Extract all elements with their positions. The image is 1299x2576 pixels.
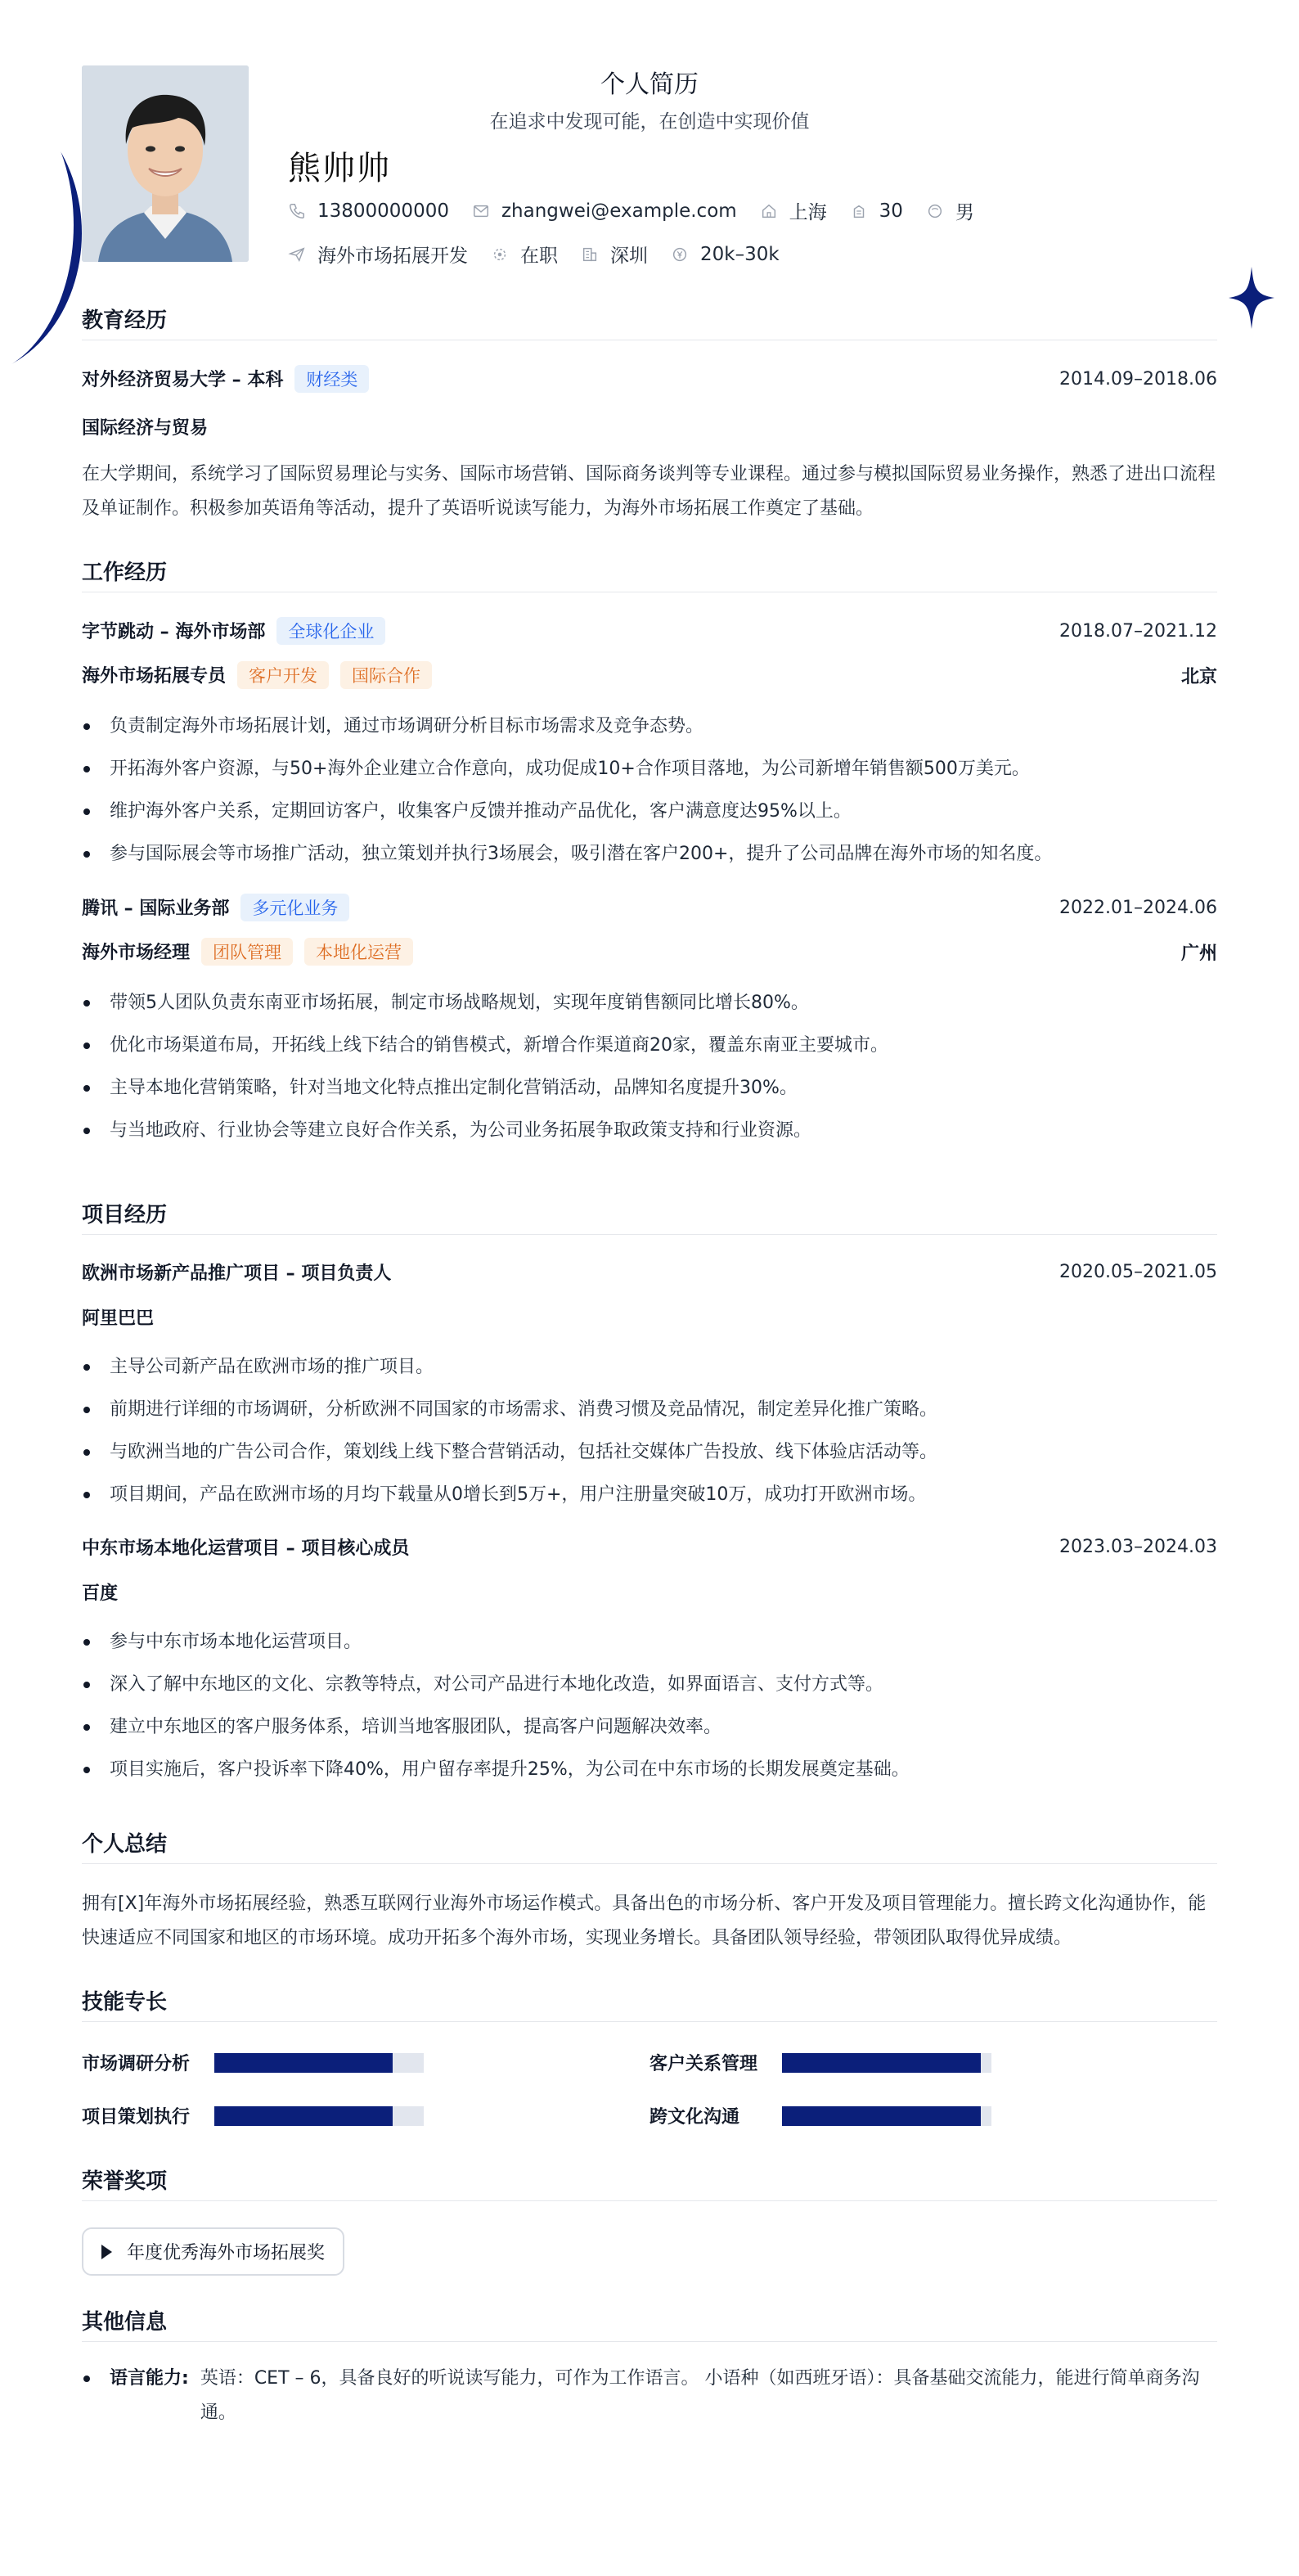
company-line — [82, 617, 385, 645]
phone-item — [288, 200, 449, 222]
email-text: zhangwei@example.com — [501, 200, 737, 222]
work-period: 2022.01–2024.06 — [1059, 897, 1217, 918]
other-title: 其他信息 — [82, 2305, 1217, 2342]
status-icon — [491, 245, 509, 263]
company-tag: 多元化业务 — [240, 894, 349, 921]
work-entry — [82, 617, 1217, 876]
work-entry — [82, 894, 1217, 1152]
company-name: 腾讯 – 国际业务部 — [82, 898, 230, 919]
education-period: 2014.09–2018.06 — [1059, 368, 1217, 390]
projects-section — [82, 1198, 1217, 1791]
project-title: 中东市场本地化运营项目 – 项目核心成员 — [82, 1538, 410, 1559]
age-text: 30 — [879, 200, 903, 222]
salary-text: 20k–30k — [700, 243, 780, 265]
other-list — [82, 2362, 1217, 2430]
project-bullets — [82, 1346, 1217, 1516]
skills-title: 技能专长 — [82, 1985, 1217, 2022]
award-name: 年度优秀海外市场拓展奖 — [127, 2243, 326, 2263]
list-item: 与欧洲当地的广告公司合作，策划线上线下整合营销活动，包括社交媒体广告投放、线下体验店活动等。 — [82, 1431, 1217, 1474]
skill-bar-fill — [214, 2053, 393, 2073]
work-location: 北京 — [1180, 666, 1217, 687]
list-item: 建立中东地区的客户服务体系，培训当地客服团队，提高客户问题解决效率。 — [82, 1706, 1217, 1749]
company-name: 字节跳动 – 海外市场部 — [82, 622, 266, 642]
list-item: 开拓海外客户资源，与50+海外企业建立合作意向，成功促成10+合作项目落地，为公司新增年销售额500万美元。 — [82, 748, 1217, 790]
list-item: 参与国际展会等市场推广活动，独立策划并执行3场展会，吸引潜在客户200+，提升了公司品牌在海外市场的知名度。 — [82, 833, 1217, 876]
skill-bar — [214, 2053, 424, 2073]
skill-name: 项目策划执行 — [82, 2107, 191, 2128]
list-item: 优化市场渠道布局，开拓线上线下结合的销售模式，新增合作渠道商20家，覆盖东南亚主要城市。 — [82, 1025, 1217, 1067]
list-item: 维护海外客户关系，定期回访客户，收集客户反馈并推动产品优化，客户满意度达95%以上。 — [82, 790, 1217, 833]
company-tag: 全球化企业 — [276, 617, 385, 645]
salary-icon — [671, 245, 689, 263]
role-group — [82, 661, 432, 689]
resume-title: 个人简历 — [600, 70, 699, 99]
education-description: 在大学期间，系统学习了国际贸易理论与实务、国际市场营销、国际商务谈判等专业课程。通过参与模拟国际贸易业务操作，熟悉了进出口流程及单证制作。积极参加英语角等活动，提升了英语听说读写能力，为海外市场拓展工作奠定了基础。 — [82, 464, 1216, 519]
city-item — [760, 197, 827, 224]
role-group — [82, 938, 413, 966]
status-text: 在职 — [520, 245, 558, 267]
awards-title: 荣誉奖项 — [82, 2164, 1217, 2201]
project-period: 2020.05–2021.05 — [1059, 1262, 1217, 1282]
project-entry-header — [82, 1534, 1217, 1560]
skill-name: 客户关系管理 — [650, 2054, 758, 2074]
role-tag: 国际合作 — [340, 661, 432, 689]
list-item: 主导公司新产品在欧洲市场的推广项目。 — [82, 1346, 1217, 1389]
role-tag: 本地化运营 — [304, 938, 413, 966]
email-icon — [472, 202, 490, 220]
school-tag: 财经类 — [294, 365, 369, 393]
skill-item — [650, 2103, 1217, 2128]
role-name: 海外市场经理 — [82, 943, 191, 963]
summary-section — [82, 1827, 1217, 1956]
contact-row — [288, 197, 997, 224]
status-item — [491, 241, 558, 268]
email-item — [472, 200, 737, 222]
list-item: 主导本地化营销策略，针对当地文化特点推出定制化营销活动，品牌知名度提升30%。 — [82, 1067, 1217, 1110]
awards-section — [82, 2164, 1217, 2276]
summary-text: 拥有[X]年海外市场拓展经验，熟悉互联网行业海外市场运作模式。具备出色的市场分析、客户开发及项目管理能力。擅长跨文化沟通协作，能快速适应不同国家和地区的市场环境。成功开拓多个海外市场，实现业务增长。具备团队领导经验，带领团队取得优异成绩。 — [82, 1894, 1207, 1948]
home-icon — [760, 202, 778, 220]
education-section — [82, 304, 1217, 526]
target-role-text: 海外市场拓展开发 — [317, 245, 468, 267]
role-line — [82, 661, 1217, 689]
skill-bar-fill — [214, 2106, 393, 2126]
list-item: 参与中东市场本地化运营项目。 — [82, 1621, 1217, 1664]
skill-item — [650, 2050, 1217, 2075]
role-tag: 客户开发 — [237, 661, 329, 689]
project-entry-header — [82, 1259, 1217, 1285]
target-city-text: 深圳 — [610, 245, 648, 267]
send-icon — [288, 245, 306, 263]
skill-bar-fill — [782, 2053, 981, 2073]
education-entry-header — [82, 365, 1217, 393]
gender-item — [926, 197, 974, 224]
age-item — [850, 200, 903, 222]
project-entry — [82, 1534, 1217, 1791]
project-company: 阿里巴巴 — [82, 1308, 155, 1329]
phone-text: 13800000000 — [317, 200, 449, 222]
major-name: 国际经济与贸易 — [82, 418, 209, 439]
school-line — [82, 365, 369, 393]
salary-item — [671, 244, 780, 265]
resume-header — [82, 64, 1217, 267]
other-label: 语言能力: — [110, 2368, 189, 2389]
decor-arc-left-mask — [0, 74, 74, 376]
candidate-name: 熊帅帅 — [288, 150, 391, 187]
education-title: 教育经历 — [82, 304, 1217, 340]
job-intent-row — [288, 241, 802, 268]
list-item — [82, 2362, 1217, 2430]
other-text: 英语：CET – 6，具备良好的听说读写能力，可作为工作语言。 小语种（如西班牙语）：具备基础交流能力，能进行简单商务沟通。 — [200, 2368, 1200, 2423]
skill-name: 跨文化沟通 — [650, 2107, 740, 2128]
award-item[interactable] — [82, 2227, 344, 2276]
list-item: 前期进行详细的市场调研，分析欧洲不同国家的市场需求、消费习惯及竞品情况，制定差异化推广策略。 — [82, 1389, 1217, 1431]
list-item: 负责制定海外市场拓展计划，通过市场调研分析目标市场需求及竞争态势。 — [82, 705, 1217, 748]
work-title: 工作经历 — [82, 556, 1217, 592]
list-item: 深入了解中东地区的文化、宗教等特点，对公司产品进行本地化改造，如界面语言、支付方式等。 — [82, 1664, 1217, 1706]
list-item: 项目实施后，客户投诉率下降40%，用户留存率提升25%，为公司在中东市场的长期发展奠定基础。 — [82, 1749, 1217, 1791]
skill-item — [82, 2103, 650, 2128]
work-section — [82, 556, 1217, 1152]
role-tag: 团队管理 — [201, 938, 293, 966]
skills-grid — [82, 2050, 1217, 2128]
skill-name: 市场调研分析 — [82, 2054, 191, 2074]
target-role-item — [288, 241, 468, 268]
play-arrow-icon — [101, 2245, 112, 2259]
role-name: 海外市场拓展专员 — [82, 666, 227, 687]
gender-text: 男 — [955, 202, 974, 223]
role-line — [82, 938, 1217, 966]
projects-title: 项目经历 — [82, 1198, 1217, 1235]
project-title: 欧洲市场新产品推广项目 – 项目负责人 — [82, 1263, 392, 1284]
work-entry-header — [82, 894, 1217, 921]
sparkle-star-icon — [1229, 267, 1274, 329]
resume-motto: 在追求中发现可能，在创造中实现价值 — [489, 111, 810, 133]
work-bullets — [82, 705, 1217, 876]
project-bullets — [82, 1621, 1217, 1791]
list-item: 带领5人团队负责东南亚市场拓展，制定市场战略规划，实现年度销售额同比增长80%。 — [82, 982, 1217, 1025]
project-company: 百度 — [82, 1583, 119, 1604]
work-bullets — [82, 982, 1217, 1152]
work-entry-header — [82, 617, 1217, 645]
school-name: 对外经济贸易大学 – 本科 — [82, 370, 284, 390]
project-entry — [82, 1259, 1217, 1516]
list-item: 项目期间，产品在欧洲市场的月均下载量从0增长到5万+，用户注册量突破10万，成功打开欧洲市场。 — [82, 1474, 1217, 1516]
skill-item — [82, 2050, 650, 2075]
gender-icon — [926, 202, 944, 220]
phone-icon — [288, 202, 306, 220]
skill-bar — [214, 2106, 424, 2126]
company-line — [82, 894, 349, 921]
skill-bar — [782, 2106, 991, 2126]
skill-bar — [782, 2053, 991, 2073]
building-icon — [581, 245, 599, 263]
work-location: 广州 — [1180, 943, 1217, 964]
age-icon — [850, 202, 868, 220]
skill-bar-fill — [782, 2106, 981, 2126]
city-text: 上海 — [789, 202, 827, 223]
skills-section — [82, 1985, 1217, 2128]
target-city-item — [581, 241, 648, 268]
project-period: 2023.03–2024.03 — [1059, 1537, 1217, 1557]
list-item: 与当地政府、行业协会等建立良好合作关系，为公司业务拓展争取政策支持和行业资源。 — [82, 1110, 1217, 1152]
resume-page — [82, 64, 1217, 2430]
work-period: 2018.07–2021.12 — [1059, 620, 1217, 642]
other-section — [82, 2305, 1217, 2430]
summary-title: 个人总结 — [82, 1827, 1217, 1864]
